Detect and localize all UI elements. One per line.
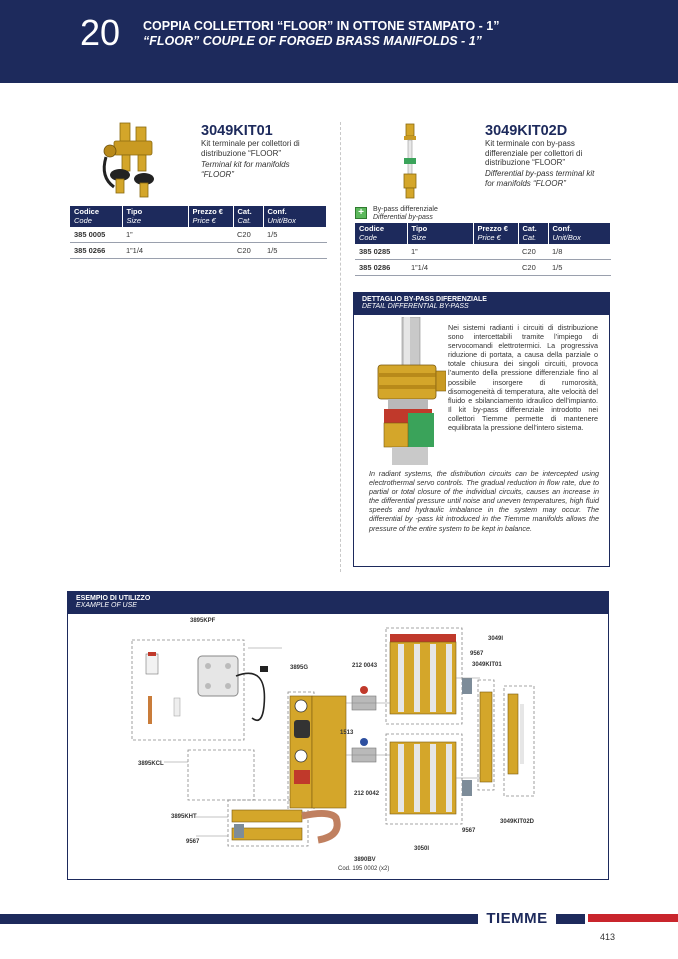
cell-code: 385 0286 [355, 260, 407, 276]
product1-desc-en [201, 160, 321, 179]
table-row [70, 243, 327, 259]
col-conf: Conf. Unit/Box [263, 206, 327, 227]
label-3890bv: 3890BV [354, 857, 376, 863]
detail-bypass-box [353, 292, 610, 567]
cell-cat: C20 [518, 260, 548, 276]
product2-desc-en [485, 169, 610, 188]
cell-price [188, 243, 233, 259]
detail-title-it: DETTAGLIO BY-PASS DIFERENZIALE [362, 296, 487, 303]
chapter-number: 20 [80, 12, 121, 53]
bypass-label-en: Differential by-pass [373, 214, 433, 221]
cell-cat: C20 [233, 227, 263, 243]
table-header-row [70, 206, 327, 227]
product2-desc-en-line2: for manifolds “FLOOR” [485, 178, 566, 188]
product2-desc-it-line3: distribuzione “FLOOR” [485, 158, 566, 167]
example-of-use-box [67, 591, 609, 880]
cell-cat: C20 [518, 244, 548, 260]
cell-cat: C20 [233, 243, 263, 259]
table-row [355, 244, 611, 260]
product-code-3049kit02d: 3049KIT02D [485, 123, 568, 139]
page-number: 413 [600, 932, 616, 942]
product1-table [70, 206, 327, 259]
label-2120042: 212 0042 [354, 791, 380, 797]
table-row [355, 260, 611, 276]
cell-code: 385 0285 [355, 244, 407, 260]
detail-text-it: Nei sistemi radianti i circuiti di distribuzione sono intercettabili tramite l’impiego di servocomandi elettrotermici. La progressiva riduzione di portata, a causa della parziale o totale chiusura dei singoli circuiti, provoca l’aumento della pressione differenziale fino al possibile insorgere di rumorosità, disomogeneità di temperatura, alte velocità del fluido e sbilanciamento idraulico dell’impianto. Il kit by-pass differenziale introdotto nei collettori Tiemme permette di mantenere equilibrata la pressione dell’intero sistema. [448, 323, 598, 433]
cell-conf: 1/5 [263, 243, 327, 259]
brand-logo: TIEMME [478, 910, 556, 928]
footer-accent-bar [588, 914, 678, 922]
label-9567-bottom: 9567 [462, 828, 476, 834]
cell-size: 1” [122, 227, 188, 243]
detail-text-en: In radiant systems, the distribution circuits can be intercepted using electrothermal servo controls. The gradual reduction in flow rate, due to partial or total closure of the individual circuits, causes an increase in the differential pressure until noise and uneven temperatures, high fluid speeds and hydraulic imbalance in the system may occur. The differential by -pass kit introduced in the Tiemme manifolds allows the pressure of the entire system to be kept in balance. [369, 469, 599, 533]
label-3895g: 3895G [290, 665, 309, 671]
col-code: Codice Code [355, 223, 407, 244]
product2-desc-en-line1: Differential by-pass terminal kit [485, 169, 595, 178]
label-3049i: 3049I [488, 636, 504, 642]
cell-price [473, 244, 518, 260]
table-header-row [355, 223, 611, 244]
column-divider [340, 122, 341, 572]
product1-desc-en-line1: Terminal kit for manifolds [201, 160, 290, 169]
bypass-label-it: By-pass differenziale [373, 206, 438, 213]
example-title-it: ESEMPIO DI UTILIZZO [76, 595, 151, 602]
example-header [68, 592, 608, 614]
page-header [0, 0, 678, 83]
product1-desc-it [201, 139, 321, 158]
col-size: Tipo Size [122, 206, 188, 227]
bypass-plus-icon: + [355, 207, 367, 219]
col-conf: Conf. Unit/Box [548, 223, 611, 244]
cell-conf: 1/5 [548, 260, 611, 276]
installation-diagram [68, 614, 608, 880]
label-1513: 1513 [340, 730, 354, 736]
product1-desc-it-line2: distribuzione “FLOOR” [201, 148, 282, 158]
product-code-3049kit01: 3049KIT01 [201, 123, 273, 139]
cell-size: 1”1/4 [122, 243, 188, 259]
label-3049kit01: 3049KIT01 [472, 662, 502, 668]
col-code: Codice Code [70, 206, 122, 227]
table-row [70, 227, 327, 243]
product2-desc-it-line1: Kit terminale con by-pass [485, 139, 575, 148]
detail-header [354, 293, 609, 315]
cell-code: 385 0266 [70, 243, 122, 259]
cell-code: 385 0005 [70, 227, 122, 243]
cell-size: 1” [407, 244, 473, 260]
product2-desc-it [485, 139, 605, 168]
label-9567-top: 9567 [470, 651, 484, 657]
cell-price [473, 260, 518, 276]
label-3050i: 3050I [414, 846, 430, 852]
label-3895kht: 3895KHT [171, 814, 197, 820]
cell-price [188, 227, 233, 243]
col-size: Tipo Size [407, 223, 473, 244]
col-price: Prezzo € Price € [473, 223, 518, 244]
title-english: “FLOOR” COUPLE OF FORGED BRASS MANIFOLDS - 1” [143, 34, 482, 48]
label-cod: Cod. 195 0002 (x2) [338, 866, 390, 872]
product2-table [355, 223, 611, 276]
product-image-3049kit02d [398, 122, 422, 202]
example-title-en: EXAMPLE OF USE [76, 602, 137, 609]
label-3895kpf: 3895KPF [190, 618, 216, 624]
detail-title-en: DETAIL DIFFERENTIAL BY-PASS [362, 303, 469, 310]
label-9567-left: 9567 [186, 839, 200, 845]
cell-conf: 1/5 [263, 227, 327, 243]
label-3895kcl: 3895KCL [138, 761, 164, 767]
product2-desc-it-line2: differenziale per collettori di [485, 148, 583, 158]
product-image-3049kit01 [98, 117, 168, 203]
title-italian: COPPIA COLLETTORI “FLOOR” IN OTTONE STAMPATO - 1” [143, 19, 500, 33]
col-cat: Cat. Cat. [518, 223, 548, 244]
cell-conf: 1/8 [548, 244, 611, 260]
col-price: Prezzo € Price € [188, 206, 233, 227]
bypass-cutaway-image [374, 317, 446, 465]
product1-desc-it-line1: Kit terminale per collettori di [201, 139, 300, 148]
cell-size: 1”1/4 [407, 260, 473, 276]
label-2120043: 212 0043 [352, 663, 378, 669]
product1-desc-en-line2: “FLOOR” [201, 169, 234, 179]
label-3049kit02d: 3049KIT02D [500, 819, 535, 825]
col-cat: Cat. Cat. [233, 206, 263, 227]
